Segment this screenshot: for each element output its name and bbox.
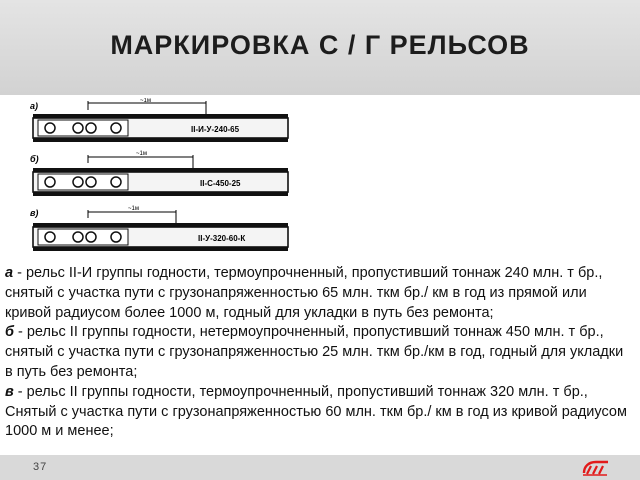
bolt-hole-c-4 [111,232,121,242]
bolt-hole-b-3 [86,177,96,187]
rail-marking-b: II-С-450-25 [200,179,241,188]
paragraph-text-c: - рельс II группы годности, термоупрочненный, пропустивший тоннаж 320 млн. т бр., Снятый с участка пути с грузонапряженностью 60 млн. ткм бр./ км в год из кривой радиусом 1000 м и менее; [5,383,627,440]
rail-letter-a: а) [30,101,39,111]
rail-diagram-c [30,206,288,251]
rail-foot-c [33,247,288,251]
bolt-hole-c-2 [73,232,83,242]
rail-foot-b [33,192,288,196]
paragraph-a [5,264,633,323]
bolt-hole-a-2 [73,123,83,133]
paragraph-label-b: б [5,324,14,341]
bolt-hole-b-4 [111,177,121,187]
title-bar [0,0,640,95]
bolt-hole-b-2 [73,177,83,187]
footer-bar [0,455,640,480]
rail-diagram-b [30,151,288,196]
dim-label-b: ~1м [136,151,147,157]
bolt-hole-c-3 [86,232,96,242]
bolt-hole-c-1 [45,232,55,242]
dim-label-a: ~1м [140,98,151,104]
description-text [5,264,633,442]
paragraph-label-a: а [5,265,14,281]
paragraph-text-a: - рельс II-И группы годности, термоупрочненный, пропустивший тоннаж 240 млн. т бр., снятый с участка пути с грузонапряженностью 65 млн. ткм бр./ км в год из прямой или кривой радиусом более 1000 м, годный для укладки в путь без ремонта; [5,265,603,321]
bolt-hole-a-1 [45,123,55,133]
paragraph-label-c: в [5,383,14,400]
rail-letter-c: в) [30,208,39,218]
rail-diagram-a [30,98,288,142]
rail-marking-a: II-И-У-240-65 [191,125,240,134]
rail-marking-c: II-У-320-60-К [198,234,246,243]
dim-label-c: ~1м [128,206,139,212]
bolt-hole-a-4 [111,123,121,133]
bolt-hole-a-3 [86,123,96,133]
paragraph-c [5,383,633,442]
bolt-hole-b-1 [45,177,55,187]
rail-marking-figure [28,98,298,263]
paragraph-b [5,323,633,382]
paragraph-text-b: - рельс II группы годности, нетермоупрочненный, пропустивший тоннаж 450 млн. т бр., снятый с участка пути с грузонапряженностью 25 млн. ткм бр./км в год, годный для укладки в путь без ремонта; [5,324,624,380]
slide-title: МАРКИРОВКА С / Г РЕЛЬСОВ [110,30,530,60]
rail-letter-b: б) [30,154,39,164]
rzd-logo-icon [581,459,611,477]
page-number: 37 [33,461,48,473]
rail-diagrams [28,98,298,263]
rail-foot-a [33,138,288,142]
